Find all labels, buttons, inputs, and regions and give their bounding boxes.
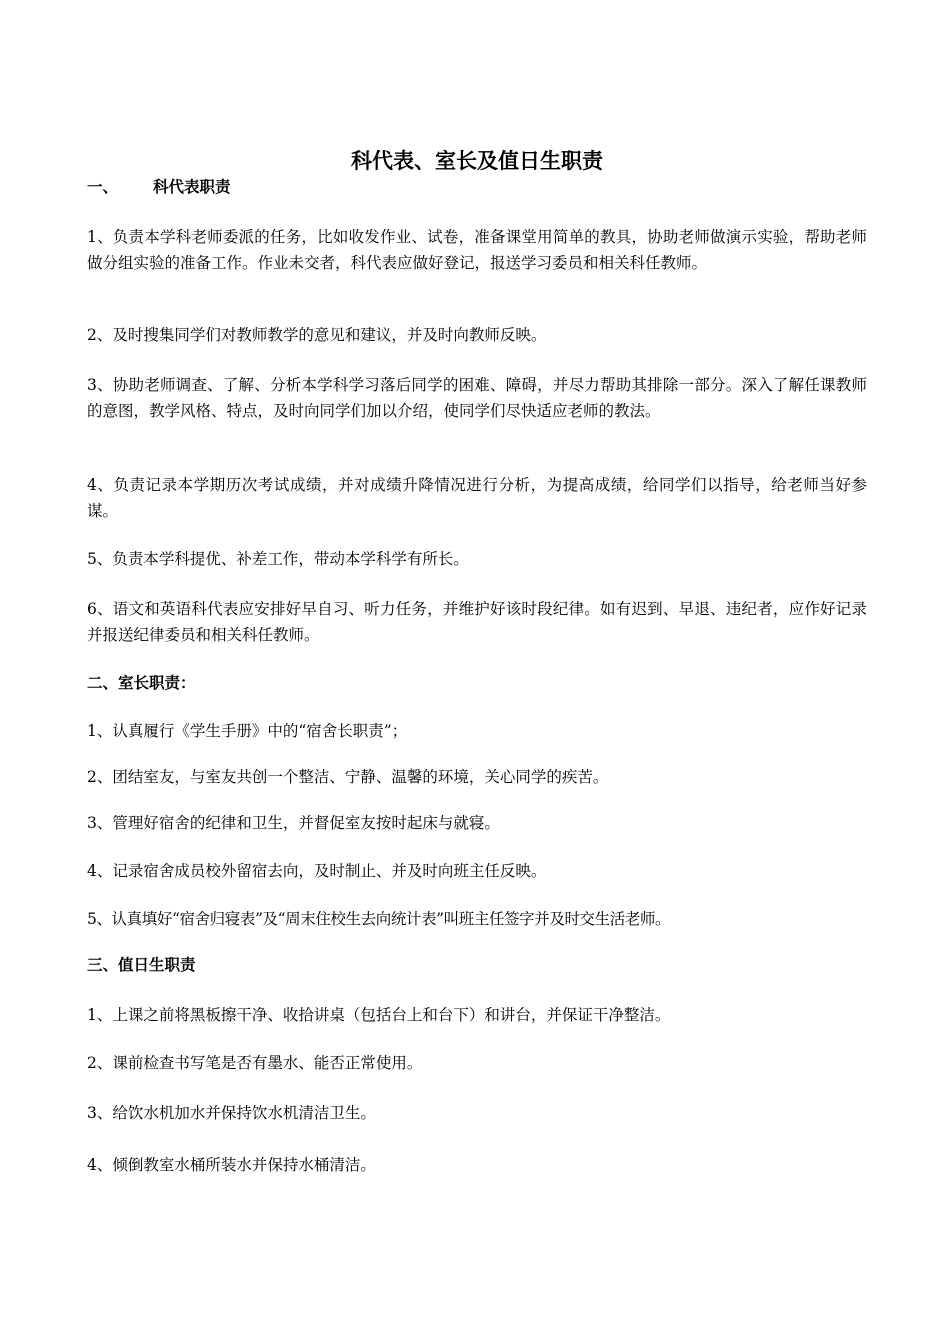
paragraph: 1、认真履行《学生手册》中的“宿舍长职责”；: [87, 722, 408, 740]
paragraph: 1、负责本学科老师委派的任务，比如收发作业、试卷，准备课堂用简单的教具，协助老师做演示实验，帮助老师做分组实验的准备工作。作业未交者，科代表应做好登记，报送学习委员和相关科任教师。: [87, 228, 867, 272]
section-title: 科代表职责: [153, 178, 231, 196]
paragraph: 4、记录宿舍成员校外留宿去向，及时制止、并及时向班主任反映。: [87, 862, 547, 880]
section-number: 一、: [87, 178, 119, 196]
paragraph: 6、语文和英语科代表应安排好早自习、听力任务，并维护好该时段纪律。如有迟到、早退、违纪者，应作好记录并报送纪律委员和相关科任教师。: [87, 600, 867, 644]
document-title: 科代表、室长及值日生职责: [351, 149, 603, 173]
paragraph: 2、及时搜集同学们对教师教学的意见和建议，并及时向教师反映。: [87, 326, 547, 344]
section-heading-dorm-leader: 二、室长职责：: [87, 674, 196, 692]
paragraph: 3、给饮水机加水并保持饮水机清洁卫生。: [87, 1104, 376, 1122]
section-heading-duty-student: 三、值日生职责: [87, 956, 196, 974]
paragraph: 2、团结室友，与室友共创一个整洁、宁静、温馨的环境，关心同学的疾苦。: [87, 768, 609, 786]
paragraph: 1、上课之前将黑板擦干净、收拾讲桌（包括台上和台下）和讲台，并保证干净整洁。: [87, 1006, 671, 1024]
paragraph: 2、课前检查书写笔是否有墨水、能否正常使用。: [87, 1054, 423, 1072]
paragraph: 4、负责记录本学期历次考试成绩，并对成绩升降情况进行分析，为提高成绩，给同学们以指导，给老师当好参谋。: [87, 476, 867, 520]
paragraph: 4、倾倒教室水桶所装水并保持水桶清洁。: [87, 1156, 376, 1174]
paragraph: 5、负责本学科提优、补差工作，带动本学科学有所长。: [87, 550, 469, 568]
section-heading-class-reps: [87, 176, 231, 198]
paragraph: 5、认真填好“宿舍归寝表”及“周末住校生去向统计表”叫班主任签字并及时交生活老师。: [87, 910, 671, 928]
paragraph: 3、协助老师调查、了解、分析本学科学习落后同学的困难、障碍，并尽力帮助其排除一部分。深入了解任课教师的意图，教学风格、特点，及时向同学们加以介绍，使同学们尽快适应老师的教法。: [87, 376, 867, 420]
paragraph: 3、管理好宿舍的纪律和卫生，并督促室友按时起床与就寝。: [87, 814, 500, 832]
